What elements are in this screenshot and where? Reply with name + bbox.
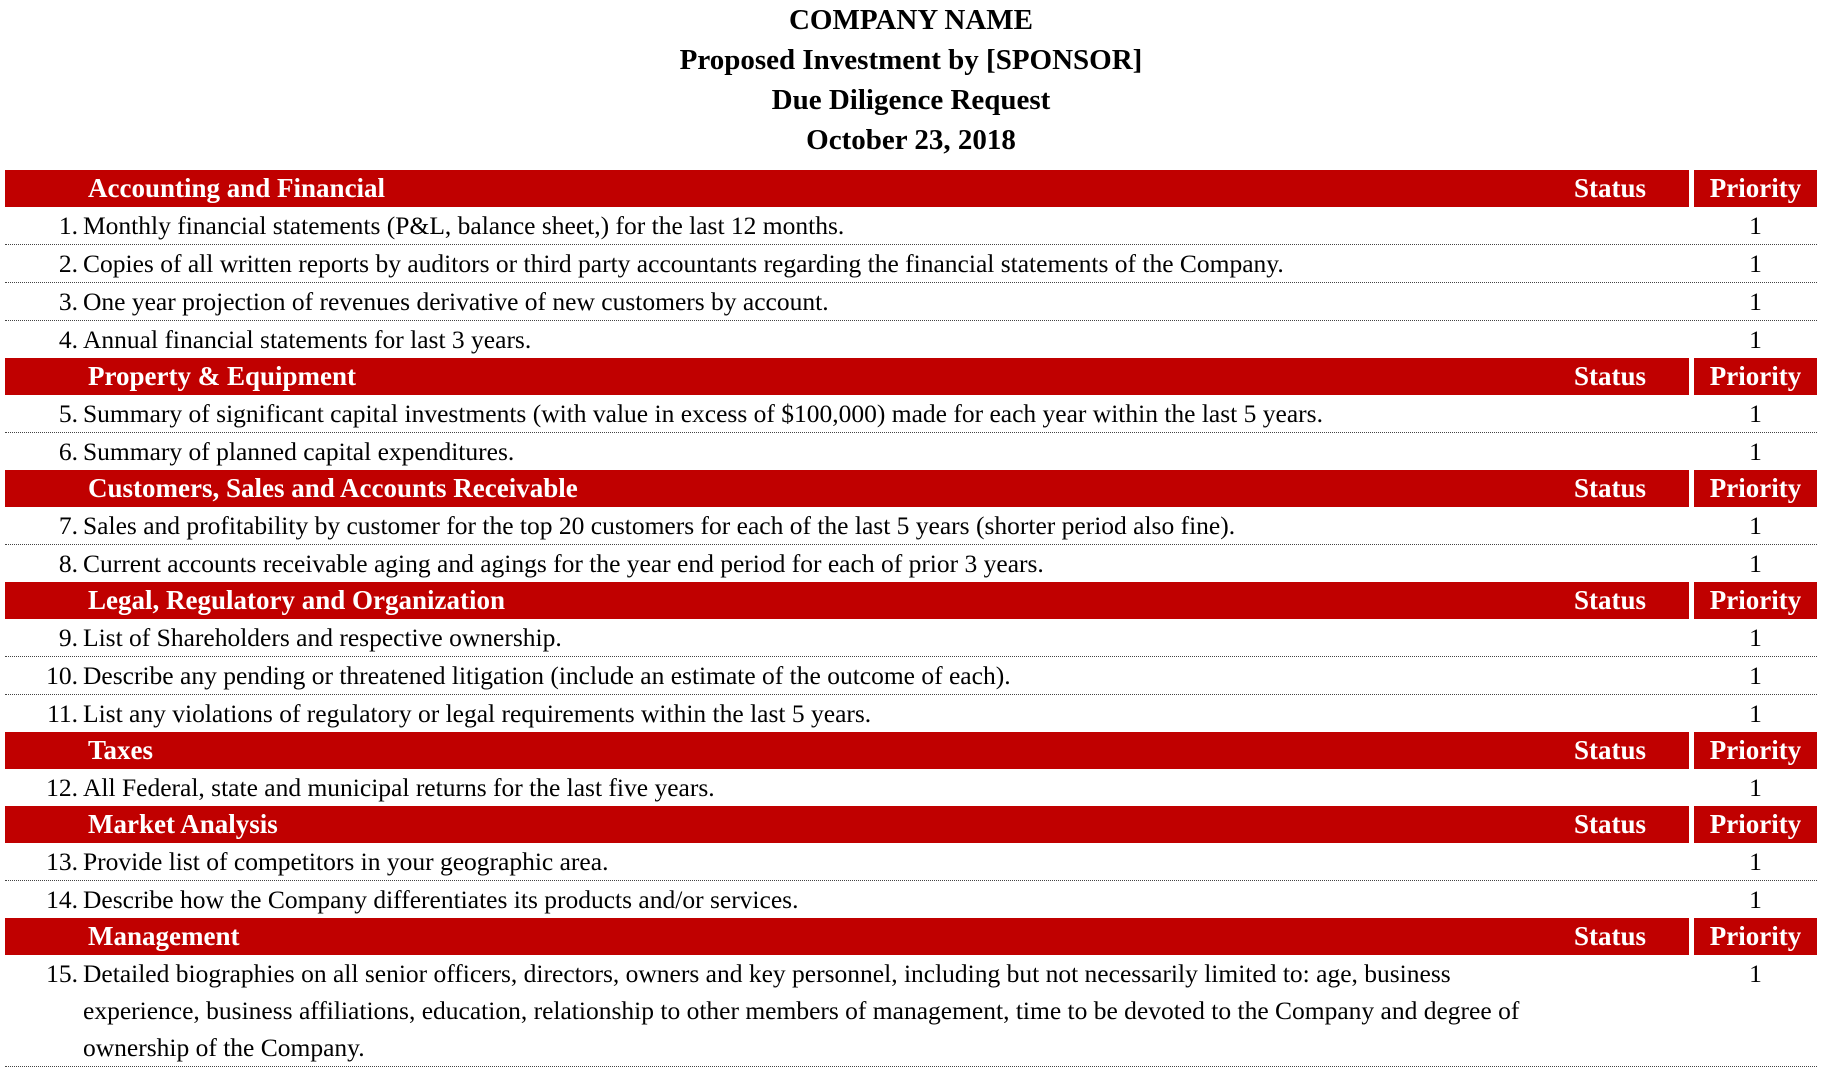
item-priority: 1 xyxy=(1749,211,1762,240)
request-item-row xyxy=(5,321,1817,358)
status-column-header: Status xyxy=(1573,735,1646,765)
section-header-bar xyxy=(5,470,1689,507)
priority-column-header: Priority xyxy=(1694,732,1817,769)
item-description: Summary of significant capital investments (with value in excess of $100,000) made for each year within the last 5 years. xyxy=(83,399,1323,428)
request-item-row xyxy=(5,881,1817,918)
item-description: Annual financial statements for last 3 years. xyxy=(83,325,532,354)
section-title: Taxes xyxy=(88,735,154,765)
item-priority: 1 xyxy=(1749,773,1762,802)
company-name-title: COMPANY NAME xyxy=(788,4,1034,36)
item-priority: 1 xyxy=(1749,287,1762,316)
section-header xyxy=(5,732,1817,769)
section-header-bar xyxy=(5,358,1689,395)
item-number: 7. xyxy=(58,511,78,540)
section-header xyxy=(5,358,1817,395)
item-number: 1. xyxy=(58,211,78,240)
priority-column-header: Priority xyxy=(1694,170,1817,207)
item-number: 5. xyxy=(58,399,78,428)
status-column-header: Status xyxy=(1573,921,1646,951)
priority-column-header: Priority xyxy=(1694,806,1817,843)
item-description: Detailed biographies on all senior officers, directors, owners and key personnel, including but not necessarily limited to: age, business experience, business affiliations, education, relationship to other members of management, time to be devoted to the Company and degree of ownership of the Company. xyxy=(83,959,1520,1062)
priority-column-header: Priority xyxy=(1694,582,1817,619)
status-column-header: Status xyxy=(1573,585,1646,615)
section-title: Market Analysis xyxy=(88,809,278,839)
request-item-row xyxy=(5,619,1817,657)
item-number: 11. xyxy=(47,699,78,728)
item-priority: 1 xyxy=(1749,249,1762,278)
priority-column-header: Priority xyxy=(1694,470,1817,507)
document-date: October 23, 2018 xyxy=(806,124,1016,156)
section-title: Management xyxy=(88,921,240,951)
request-item-row xyxy=(5,769,1817,806)
item-priority: 1 xyxy=(1749,437,1762,466)
item-description: Current accounts receivable aging and agings for the year end period for each of prior 3 years. xyxy=(83,549,1044,578)
section-header xyxy=(5,582,1817,619)
item-number: 2. xyxy=(58,249,78,278)
item-description: Describe any pending or threatened litigation (include an estimate of the outcome of each). xyxy=(83,661,1011,690)
status-column-header: Status xyxy=(1573,473,1646,503)
request-item-row xyxy=(5,395,1817,433)
section-header-bar xyxy=(5,582,1689,619)
item-priority: 1 xyxy=(1749,399,1762,428)
item-number: 12. xyxy=(46,773,78,802)
item-description: Describe how the Company differentiates its products and/or services. xyxy=(83,885,799,914)
item-priority: 1 xyxy=(1749,549,1762,578)
item-priority: 1 xyxy=(1749,885,1762,914)
section-header-bar xyxy=(5,170,1689,207)
priority-column-header: Priority xyxy=(1694,358,1817,395)
request-item-row xyxy=(5,843,1817,881)
item-priority: 1 xyxy=(1749,847,1762,876)
status-column-header: Status xyxy=(1573,361,1646,391)
item-description: Copies of all written reports by auditors or third party accountants regarding the financial statements of the Company. xyxy=(83,249,1284,278)
item-priority: 1 xyxy=(1749,699,1762,728)
item-number: 9. xyxy=(58,623,78,652)
item-description: List any violations of regulatory or legal requirements within the last 5 years. xyxy=(83,699,872,728)
section-title: Accounting and Financial xyxy=(88,173,386,203)
section-header xyxy=(5,806,1817,843)
section-header xyxy=(5,918,1817,955)
item-priority: 1 xyxy=(1749,511,1762,540)
section-header-bar xyxy=(5,806,1689,843)
section-header-bar xyxy=(5,732,1689,769)
request-item-row xyxy=(5,695,1817,732)
item-number: 6. xyxy=(58,437,78,466)
status-column-header: Status xyxy=(1573,809,1646,839)
request-item-row xyxy=(5,433,1817,470)
request-item-row xyxy=(5,283,1817,321)
request-item-row xyxy=(5,207,1817,245)
status-column-header: Status xyxy=(1573,173,1646,203)
item-number: 15. xyxy=(46,959,78,988)
item-number: 14. xyxy=(46,885,78,914)
request-item-row xyxy=(5,507,1817,545)
section-title: Legal, Regulatory and Organization xyxy=(88,585,505,615)
request-item-row xyxy=(5,955,1817,1067)
item-description: One year projection of revenues derivative of new customers by account. xyxy=(83,287,829,316)
item-description: Sales and profitability by customer for the top 20 customers for each of the last 5 years (shorter period also fine). xyxy=(83,511,1236,540)
request-item-row xyxy=(5,657,1817,695)
section-title: Customers, Sales and Accounts Receivable xyxy=(88,473,578,503)
proposed-investment-title: Proposed Investment by [SPONSOR] xyxy=(679,44,1143,76)
item-number: 8. xyxy=(58,549,78,578)
request-item-row xyxy=(5,545,1817,582)
priority-column-header: Priority xyxy=(1694,918,1817,955)
section-header-bar xyxy=(5,918,1689,955)
item-number: 10. xyxy=(46,661,78,690)
item-description: Summary of planned capital expenditures. xyxy=(83,437,515,466)
section-header xyxy=(5,170,1817,207)
item-description: Provide list of competitors in your geographic area. xyxy=(83,847,609,876)
item-priority: 1 xyxy=(1749,661,1762,690)
item-priority: 1 xyxy=(1749,325,1762,354)
item-priority: 1 xyxy=(1749,959,1762,988)
request-table xyxy=(5,170,1817,1067)
item-description: Monthly financial statements (P&L, balance sheet,) for the last 12 months. xyxy=(83,211,845,240)
item-number: 3. xyxy=(58,287,78,316)
section-title: Property & Equipment xyxy=(88,361,356,391)
item-priority: 1 xyxy=(1749,623,1762,652)
request-item-row xyxy=(5,245,1817,283)
due-diligence-title: Due Diligence Request xyxy=(771,84,1051,116)
item-number: 13. xyxy=(46,847,78,876)
item-description: List of Shareholders and respective ownership. xyxy=(83,623,562,652)
document-title-block xyxy=(0,0,1822,170)
item-number: 4. xyxy=(58,325,78,354)
section-header xyxy=(5,470,1817,507)
item-description: All Federal, state and municipal returns for the last five years. xyxy=(83,773,715,802)
